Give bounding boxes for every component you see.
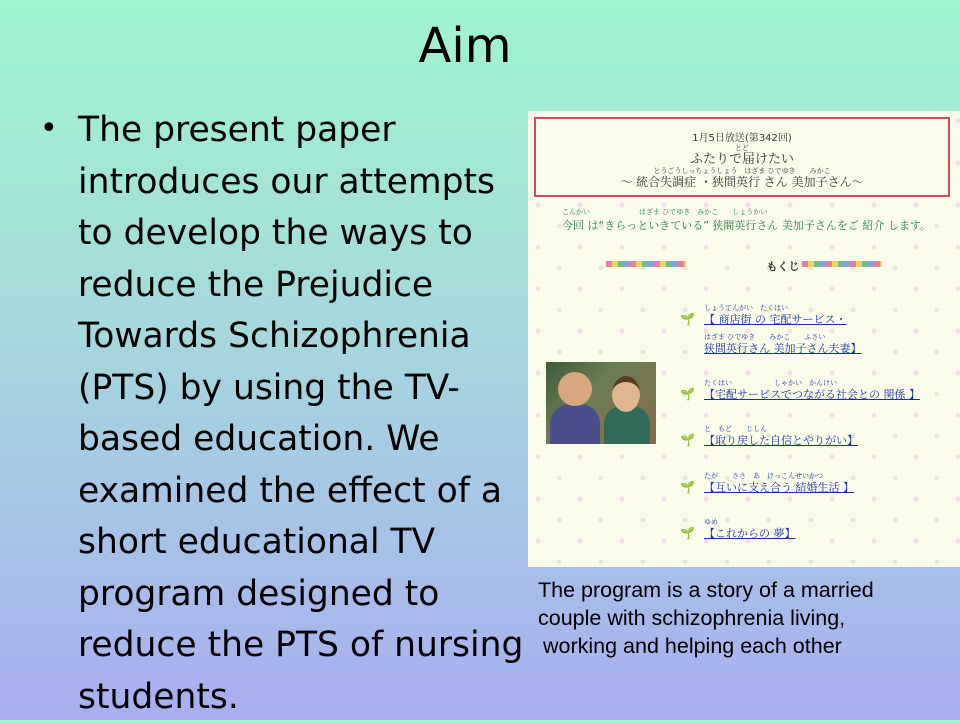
toc-heading: もくじ <box>766 260 800 273</box>
toc-ruby: はざま ひでゆき みかこ ふさい <box>704 333 826 341</box>
toc-item[interactable] <box>680 472 854 495</box>
title-ruby: とど <box>735 144 749 152</box>
toc-link[interactable]: 【宅配サービスでつながる社会との 関係 】 <box>704 388 920 401</box>
episode-header-box <box>534 117 950 197</box>
bullet-point <box>40 105 530 723</box>
decorative-line-right <box>802 261 882 267</box>
sprout-icon: 🌱 <box>680 312 695 326</box>
caption-line: The program is a story of a married <box>538 578 874 602</box>
toc-item[interactable] <box>680 425 858 448</box>
intro-text: 今回 は“きらっといきている” 狭間英行さん 美加子さんをご 紹介 します。 <box>562 219 931 232</box>
screenshot-caption <box>538 576 958 660</box>
decorative-line-left <box>606 261 686 267</box>
toc-ruby: たくはい しゃかい かんけい <box>704 379 837 387</box>
toc-ruby: と もど じしん <box>704 425 767 433</box>
toc-link[interactable]: 【互いに支え合う 結婚生活 】 <box>704 481 854 494</box>
sprout-icon: 🌱 <box>680 480 695 494</box>
toc-ruby: しょうてんがい たくはい <box>704 304 788 312</box>
toc-link[interactable]: 狭間英行さん 美加子さん夫妻】 <box>704 342 862 355</box>
toc-item[interactable] <box>680 304 847 327</box>
toc-ruby: たが ささ あ けっこんせいかつ <box>704 472 823 480</box>
episode-title: ふたりで届けたい <box>689 152 794 167</box>
subtitle-ruby: とうごうしっちょうしょう はざま ひでゆき みかこ <box>653 167 831 175</box>
sprout-icon: 🌱 <box>680 387 695 401</box>
toc-item[interactable] <box>680 518 796 541</box>
caption-line: working and helping each other <box>543 634 842 658</box>
toc-link[interactable]: 【取り戻した自信とやりがい】 <box>704 434 858 447</box>
caption-line: couple with schizophrenia living, <box>538 606 846 630</box>
toc-item[interactable] <box>680 379 920 402</box>
program-webpage-screenshot <box>528 111 960 567</box>
sprout-icon: 🌱 <box>680 526 695 540</box>
episode-subtitle: ～ 統合失調症 ・狭間英行 さん 美加子さん～ <box>620 175 864 189</box>
toc-link[interactable]: 【 商店街 の 宅配サービス・ <box>704 313 847 326</box>
bullet-text: The present paper introduces our attempts to develop the ways to reduce the Prejudice Towards Schizophrenia (PTS) by using the TV-based education. We examined the effect of a short educational TV program designed to reduce the PTS of nursing students. <box>78 110 524 717</box>
toc-ruby: ゆめ <box>704 518 718 526</box>
episode-meta: 1月5日放送(第342回) <box>692 133 792 144</box>
toc-link[interactable]: 【これからの 夢】 <box>704 527 796 540</box>
intro-ruby: こんかい はざま ひでゆき みかこ しょうかい <box>562 208 768 216</box>
couple-photo <box>546 362 656 444</box>
slide-title: Aim <box>418 18 512 74</box>
toc-item[interactable] <box>680 333 862 356</box>
bullet-dot-icon: • <box>40 111 58 146</box>
sprout-icon: 🌱 <box>680 433 695 447</box>
